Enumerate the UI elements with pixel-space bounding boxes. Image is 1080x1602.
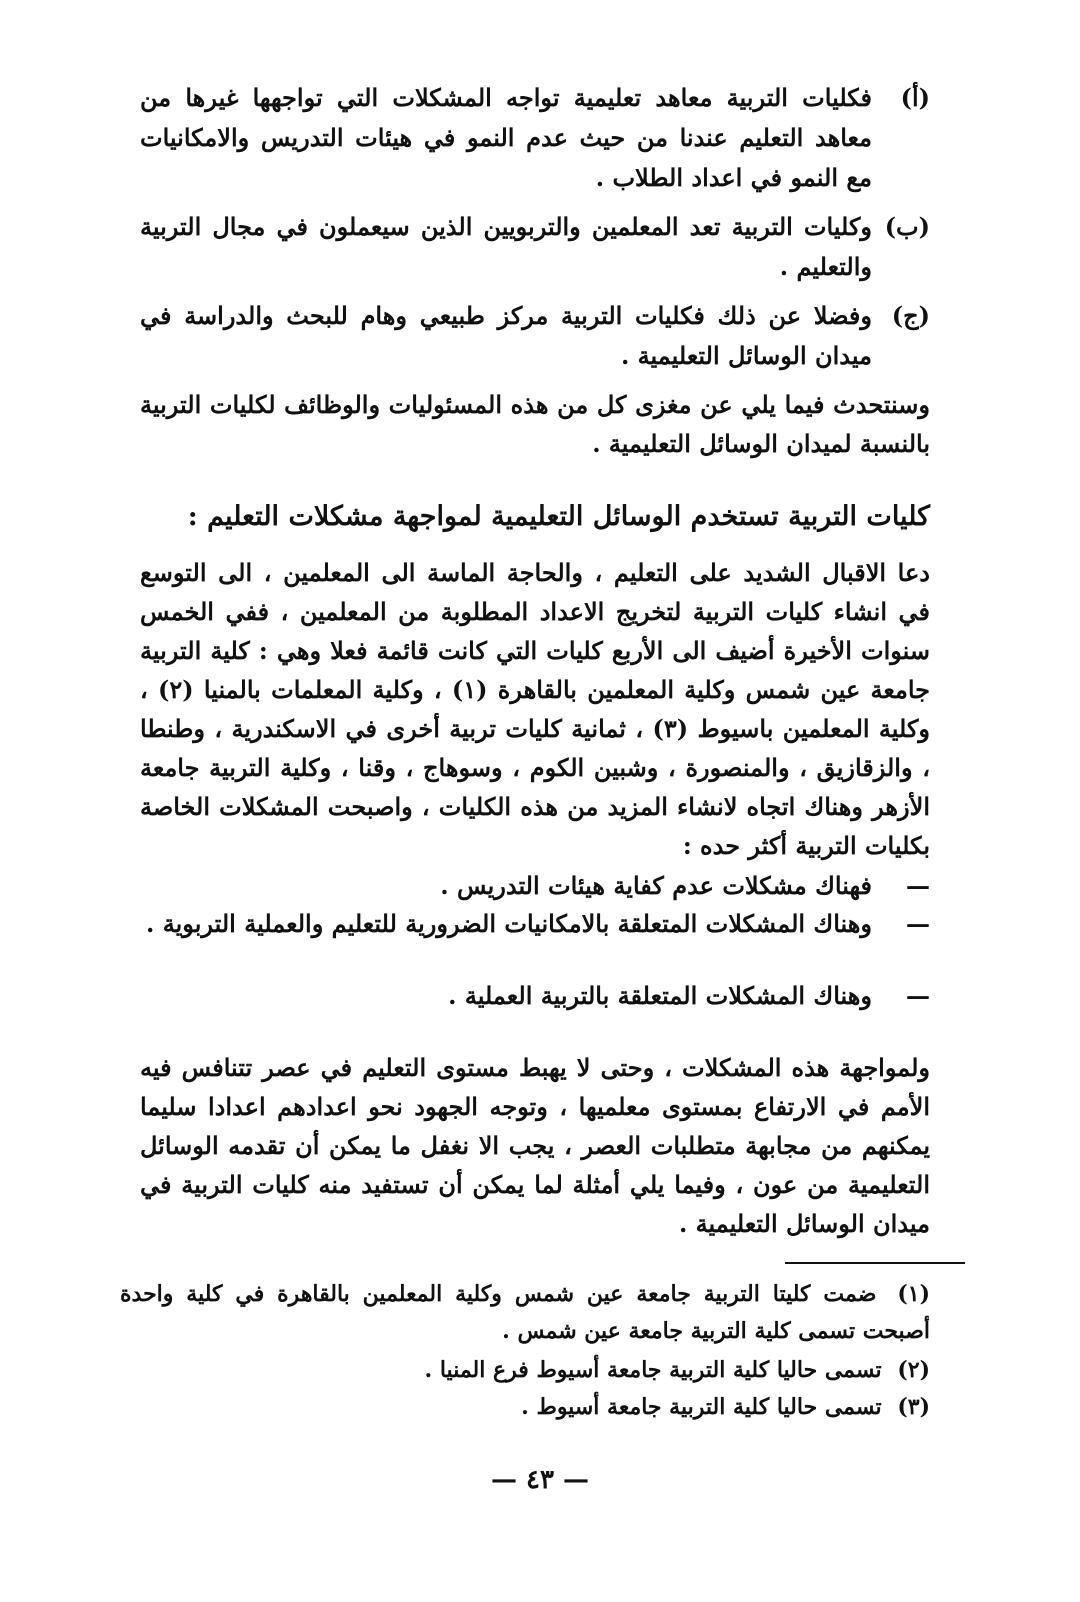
page-number: — ٤٣ — <box>490 1465 590 1495</box>
list-marker: (ج) <box>891 301 930 330</box>
list-marker: (أ) <box>900 83 930 112</box>
footnote-3 <box>120 1389 930 1426</box>
closing-paragraph: ولمواجهة هذه المشكلات ، وحتى لا يهبط مستوى التعليم في عصر تتنافس فيه الأمم في الارتفاع بمستوى معلميها ، وتوجه الجهود نحو اعدادهم اعدادا سليما يمكنهم من مجابهة متطلبات العصر ، يجب الا نغفل ما يمكن أن تقدمه الوسائل التعليمية من عون ، وفيما يلي أمثلة لما يمكن أن تستفيد منه كليات التربية في ميدان الوسائل التعليمية . <box>140 1053 930 1238</box>
footnote-number: (٣) <box>897 1394 930 1420</box>
dash-marker: — <box>906 871 930 900</box>
footnote-text: تسمى حاليا كلية التربية جامعة أسيوط . <box>521 1394 882 1420</box>
footnote-number: (١) <box>897 1281 930 1307</box>
footnote-2 <box>120 1352 930 1389</box>
dash-item-text: وهناك المشكلات المتعلقة بالتربية العملية . <box>448 981 872 1010</box>
list-item-text: وفضلا عن ذلك فكليات التربية مركز طبيعي وهام للبحث والدراسة في ميدان الوسائل التعليمية . <box>140 301 872 370</box>
dash-item-3 <box>140 976 930 1016</box>
dash-item-text: فهناك مشكلات عدم كفاية هيئات التدريس . <box>440 871 872 900</box>
footnote-text: تسمى حاليا كلية التربية جامعة أسيوط فرع المنيا . <box>424 1357 882 1383</box>
body-paragraph: دعا الاقبال الشديد على التعليم ، والحاجة الماسة الى المعلمين ، الى التوسع في انشاء كليات التربية لتخريج الاعداد المطلوبة من المعلمين ، ففي الخمس سنوات الأخيرة أضيف الى الأربع كليات التي كانت قائمة فعلا وهي : كلية التربية جامعة عين شمس وكلية المعلمين بالقاهرة (١) ، وكلية المعلمات بالمنيا (٢) ، وكلية المعلمين باسيوط (٣) ، ثمانية كليات تربية أخرى في الاسكندرية ، وطنطا ، والزقازيق ، والمنصورة ، وشبين الكوم ، وسوهاج ، وقنا ، وكلية التربية جامعة الأزهر وهناك اتجاه لانشاء المزيد من هذه الكليات ، واصبحت المشكلات الخاصة بكليات التربية أكثر حده : <box>140 558 930 860</box>
footnote-1 <box>120 1276 930 1350</box>
footnote-number: (٢) <box>897 1357 930 1383</box>
footnote-text: ضمت كليتا التربية جامعة عين شمس وكلية المعلمين بالقاهرة في كلية واحدة أصبحت تسمى كلية التربية جامعة عين شمس . <box>120 1281 930 1344</box>
footnote-divider <box>785 1262 965 1264</box>
list-item-b <box>140 207 930 287</box>
list-item-text: وكليات التربية تعد المعلمين والتربويين الذين سيعملون في مجال التربية والتعليم . <box>140 212 872 281</box>
dash-marker: — <box>906 909 930 938</box>
list-item-a <box>140 78 930 198</box>
section-heading: كليات التربية تستخدم الوسائل التعليمية لمواجهة مشكلات التعليم : <box>187 501 930 532</box>
dash-marker: — <box>906 981 930 1010</box>
dash-item-2 <box>140 904 930 944</box>
dash-item-1 <box>140 866 930 906</box>
dash-item-text: وهناك المشكلات المتعلقة بالامكانيات الضرورية للتعليم والعملية التربوية . <box>146 909 872 938</box>
list-item-text: فكليات التربية معاهد تعليمية تواجه المشكلات التي تواجهها غيرها من معاهد التعليم عندنا من حيث عدم النمو في هيئات التدريس والامكانيات مع النمو في اعداد الطلاب . <box>140 83 872 192</box>
list-marker: (ب) <box>884 212 930 241</box>
intro-paragraph: وسنتحدث فيما يلي عن مغزى كل من هذه المسئوليات والوظائف لكليات التربية بالنسبة لميدان الوسائل التعليمية . <box>140 390 930 458</box>
list-item-c <box>140 296 930 376</box>
